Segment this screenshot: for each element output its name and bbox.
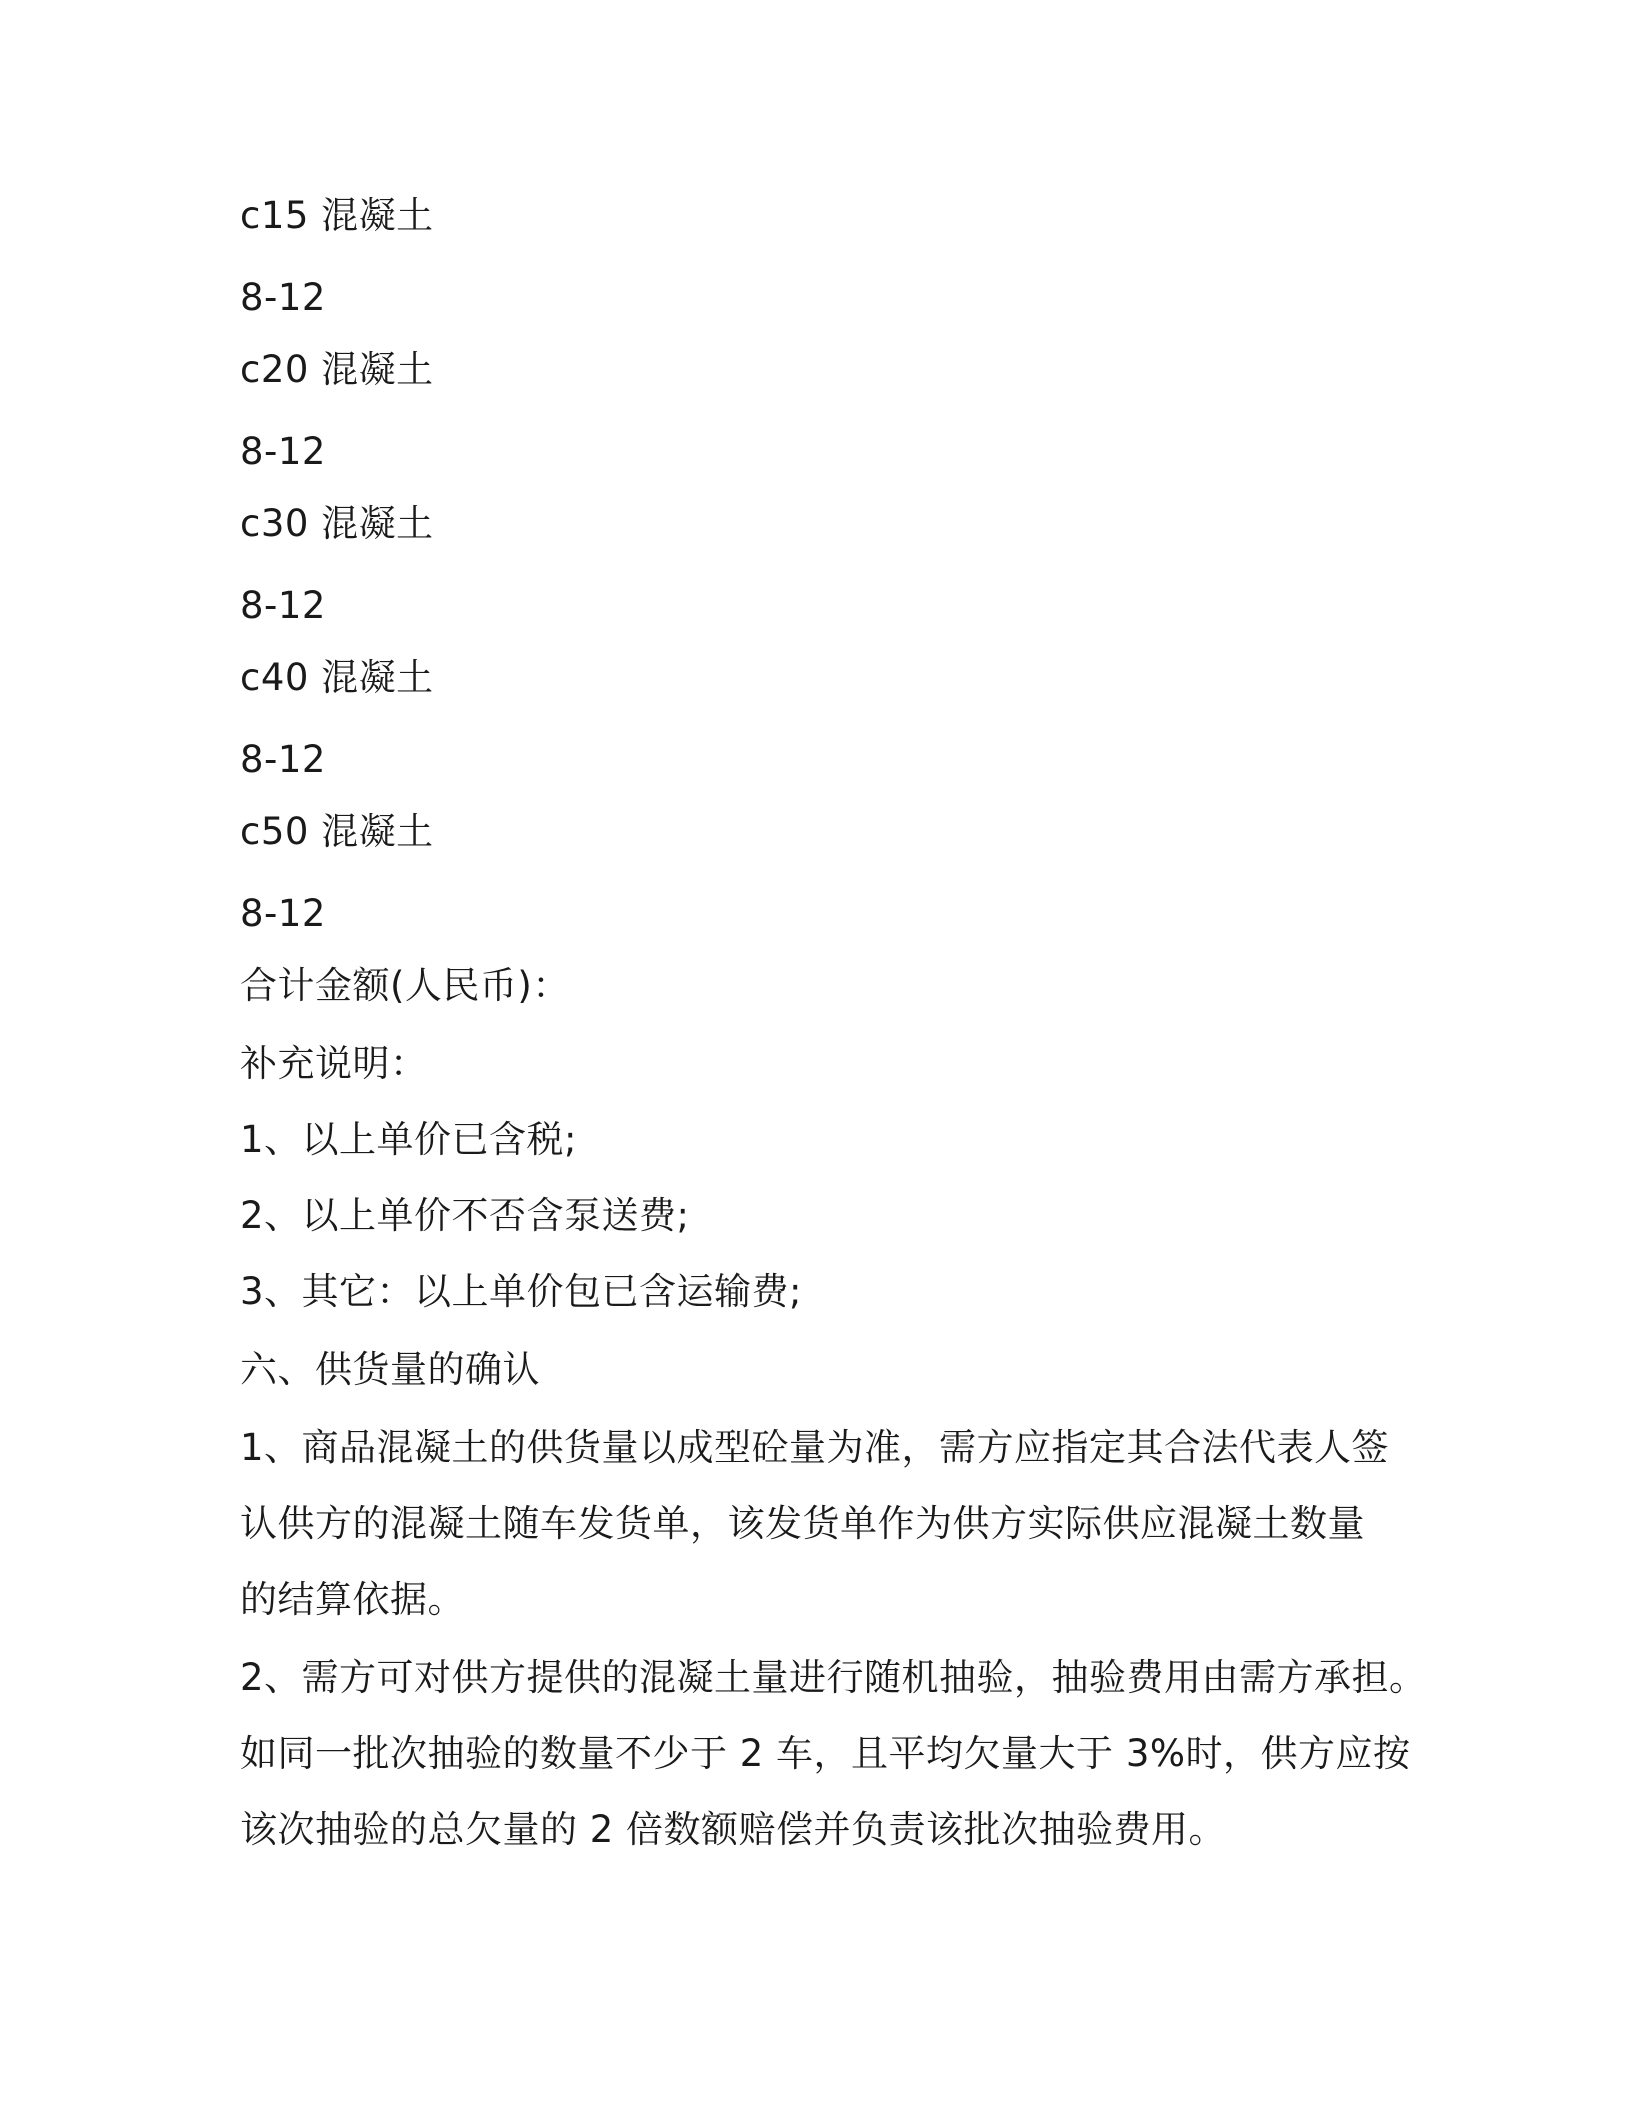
price-item-c15-grade: c15 混凝土	[240, 194, 434, 237]
price-item-c50-grade: c50 混凝土	[240, 810, 434, 853]
clause-2-line-1: 2、需方可对供方提供的混凝土量进行随机抽验，抽验费用由需方承担。	[240, 1656, 1427, 1699]
price-item-c20-value: 8-12	[240, 430, 326, 473]
price-item-c40-grade: c40 混凝土	[240, 656, 434, 699]
price-item-c30-value: 8-12	[240, 584, 326, 627]
price-item-c15-value: 8-12	[240, 276, 326, 319]
price-item-c40-value: 8-12	[240, 738, 326, 781]
supplementary-notes-heading: 补充说明：	[240, 1042, 428, 1085]
clause-2-line-3: 该次抽验的总欠量的 2 倍数额赔偿并负责该批次抽验费用。	[240, 1808, 1227, 1851]
price-item-c20-grade: c20 混凝土	[240, 348, 434, 391]
note-item-1: 1、以上单价已含税;	[240, 1118, 578, 1161]
clause-1-line-2: 认供方的混凝土随车发货单，该发货单作为供方实际供应混凝土数量	[240, 1502, 1365, 1545]
note-item-3: 3、其它：以上单价包已含运输费;	[240, 1270, 803, 1313]
price-item-c50-value: 8-12	[240, 892, 326, 935]
clause-2-line-2: 如同一批次抽验的数量不少于 2 车，且平均欠量大于 3%时，供方应按	[240, 1732, 1411, 1775]
note-item-2: 2、以上单价不否含泵送费;	[240, 1194, 690, 1237]
price-item-c30-grade: c30 混凝土	[240, 502, 434, 545]
section-six-heading: 六、供货量的确认	[240, 1348, 540, 1391]
clause-1-line-3: 的结算依据。	[240, 1578, 465, 1621]
total-amount-label: 合计金额(人民币)：	[240, 964, 570, 1007]
clause-1-line-1: 1、商品混凝土的供货量以成型砼量为准，需方应指定其合法代表人签	[240, 1426, 1390, 1469]
